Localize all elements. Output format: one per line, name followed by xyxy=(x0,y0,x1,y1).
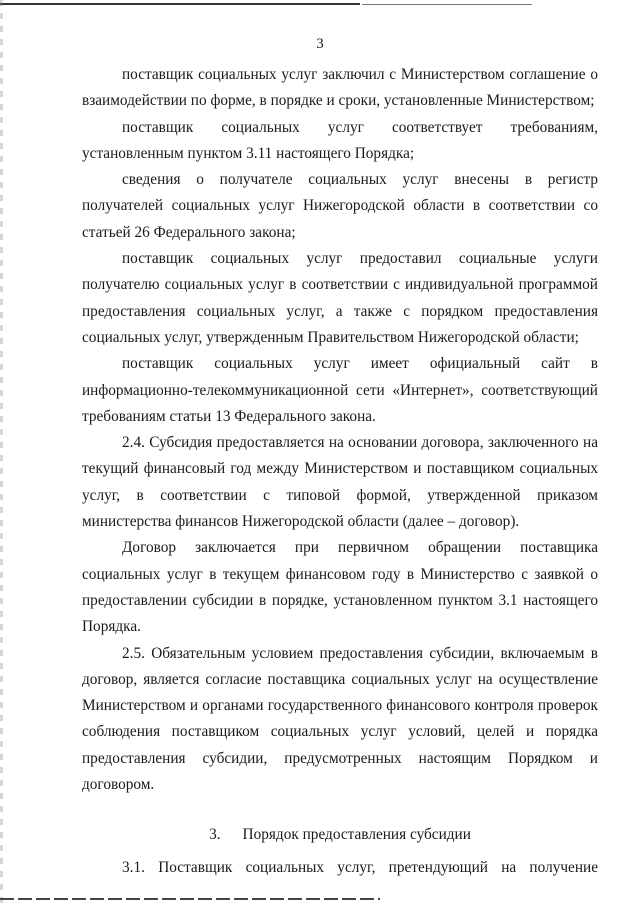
section-number: 3. xyxy=(209,826,221,844)
paragraph-website: поставщик социальных услуг имеет официальный сайт в информационно-телекоммуникационной сети «Интернет», соответствующий требованиям статьи 13 Федерального закона. xyxy=(82,355,598,425)
scan-edge xyxy=(0,0,3,905)
page-number: 3 xyxy=(316,36,324,52)
paragraph-agreement: поставщик социальных услуг заключил с Министерством соглашение о взаимодействии по форме, в порядке и сроки, установленные Министерством; xyxy=(82,66,598,110)
section-heading xyxy=(82,822,598,848)
paragraph-services-provided: поставщик социальных услуг предоставил социальные услуги получателю социальных услуг в соответствии с индивидуальной программой предоставления социальных услуг, а также с порядком предоставления социальных услуг, утвержденным Правительством Нижегородской области; xyxy=(82,250,598,346)
paragraph-2-5: 2.5. Обязательным условием предоставления субсидии, включаемым в договор, является согласие поставщика социальных услуг на осуществление Министерством и органами государственного финансового контроля проверок соблюдения поставщиком социальных услуг условий, целей и порядка предоставления субсидии, предусмотренных настоящим Порядком и договором. xyxy=(82,644,598,794)
paragraph-2-4: 2.4. Субсидия предоставляется на основании договора, заключенного на текущий финансовый год между Министерством и поставщиком социальных услуг, в соответствии с типовой формой, утвержденной приказом министерства финансов Нижегородской области (далее – договор). xyxy=(82,434,598,531)
top-rule xyxy=(0,3,360,5)
top-rule-secondary xyxy=(362,4,532,5)
paragraph-requirements: поставщик социальных услуг соответствует требованиям, установленным пунктом 3.11 настоящего Порядка; xyxy=(82,118,598,162)
paragraph-3-1: 3.1. Поставщик социальных услуг, претендующий на получение xyxy=(122,858,598,876)
document-body xyxy=(82,62,598,881)
bottom-rule xyxy=(0,898,380,900)
section-title: Порядок предоставления субсидии xyxy=(242,826,471,844)
paragraph-contract: Договор заключается при первичном обращении поставщика социальных услуг в текущем финансовом году в Министерство с заявкой о предоставлении субсидии в порядке, установленном пунктом 3.1 настоящего Порядка. xyxy=(82,539,598,636)
paragraph-register: сведения о получателе социальных услуг внесены в регистр получателей социальных услуг Нижегородской области в соответствии со статьей 26 Федерального закона; xyxy=(82,171,598,241)
